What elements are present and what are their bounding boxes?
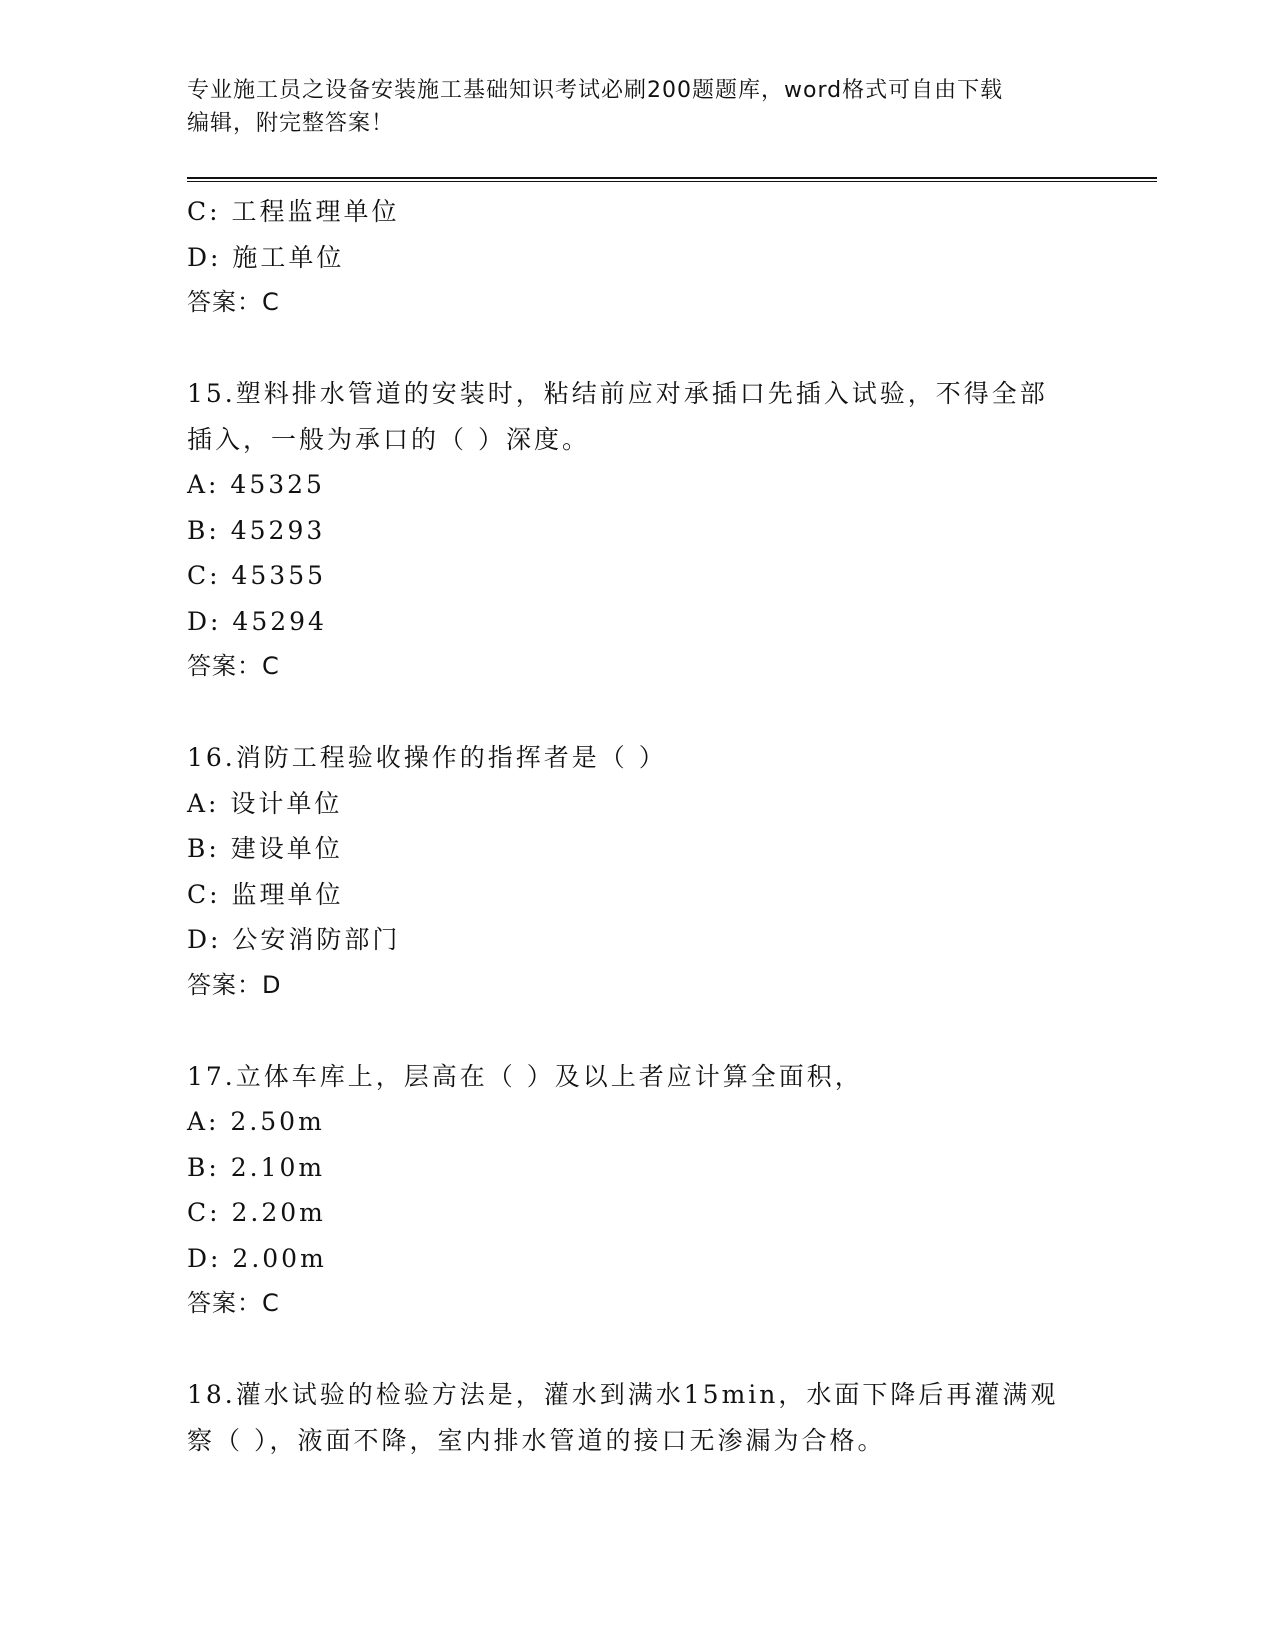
page-header	[187, 74, 1067, 140]
header-divider-thin	[187, 181, 1157, 182]
option-c: C: 2.20m	[187, 1198, 326, 1227]
spacer	[187, 1327, 1087, 1373]
header-title-line-1: 专业施工员之设备安装施工基础知识考试必刷200题题库，word格式可自由下载	[187, 78, 1004, 103]
option-d: D: 施工单位	[187, 242, 345, 272]
option-d: D: 45294	[187, 606, 327, 636]
question-stem-continued: 察（ ），液面不降，室内排水管道的接口无渗漏为合格。	[187, 1425, 886, 1455]
question-18	[187, 1372, 1087, 1463]
option-c: C: 45355	[187, 561, 327, 590]
answer-label: 答案：C	[187, 1289, 280, 1317]
option-d: D: 公安消防部门	[187, 925, 401, 954]
option-a: A: 设计单位	[187, 788, 343, 818]
option-c: C: 监理单位	[187, 879, 344, 909]
option-d: D: 2.00m	[187, 1243, 327, 1273]
question-14-tail	[187, 189, 1087, 326]
header-title-line-2: 编辑，附完整答案！	[187, 111, 395, 136]
option-a: A: 2.50m	[187, 1107, 325, 1136]
question-stem: 16.消防工程验收操作的指挥者是（ ）	[187, 743, 667, 772]
question-16	[187, 735, 1087, 1008]
question-stem-continued: 插入，一般为承口的（ ）深度。	[187, 424, 590, 454]
spacer	[187, 1008, 1087, 1054]
option-b: B: 建设单位	[187, 834, 343, 863]
spacer	[187, 690, 1087, 736]
answer-label: 答案：C	[187, 288, 280, 316]
header-divider-thick	[187, 177, 1157, 179]
option-c: C: 工程监理单位	[187, 197, 400, 226]
document-body	[187, 189, 1087, 1463]
question-stem: 15.塑料排水管道的安装时，粘结前应对承插口先插入试验，不得全部	[187, 379, 1048, 408]
question-15	[187, 371, 1087, 690]
answer-label: 答案：D	[187, 970, 282, 999]
question-stem: 18.灌水试验的检验方法是，灌水到满水15min，水面下降后再灌满观	[187, 1380, 1059, 1409]
answer-label: 答案：C	[187, 652, 280, 680]
spacer	[187, 326, 1087, 372]
question-stem: 17.立体车库上，层高在（ ）及以上者应计算全面积，	[187, 1061, 863, 1091]
option-b: B: 2.10m	[187, 1152, 326, 1182]
option-b: B: 45293	[187, 515, 326, 545]
question-17	[187, 1054, 1087, 1327]
option-a: A: 45325	[187, 470, 325, 499]
